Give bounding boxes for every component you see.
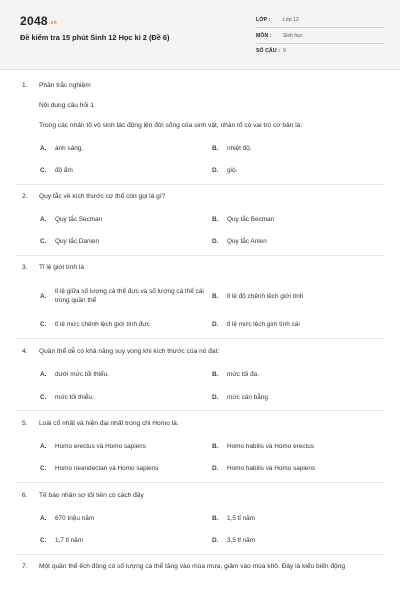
question-text: Trong các nhân tố vô sinh tác động lên đời sống của sinh vật, nhân tố có vai trò cơ bản là: (39, 122, 303, 129)
meta-count (256, 48, 286, 54)
option-text: độ ẩm (55, 167, 73, 174)
option-text: dưới mức tối thiểu. (55, 371, 109, 378)
option-letter: B. (212, 216, 219, 223)
question-text: Nội dung câu hỏi 1 (39, 102, 94, 109)
option-text: mức tối thiểu. (55, 394, 94, 401)
question-number: 5. (22, 420, 28, 427)
meta-value: Lớp 12 (283, 17, 299, 23)
exam-title: Đề kiểm tra 15 phút Sinh 12 Học kì 2 (Đề 6) (20, 33, 170, 42)
meta-label: MÔN : (256, 33, 272, 39)
question-divider (16, 184, 384, 185)
site-logo[interactable] (20, 14, 57, 28)
exam-header (0, 0, 400, 70)
meta-subject (256, 33, 302, 39)
option-text: Quy tắc Anlen (227, 238, 267, 245)
option-letter: D. (212, 537, 219, 544)
meta-label: SỐ CÂU : (256, 48, 281, 54)
question-number: 7. (22, 563, 28, 570)
question-number: 3. (22, 264, 28, 271)
option-text: Homo habilis và Homo erectus (227, 443, 315, 450)
question-divider (16, 338, 384, 339)
option-letter: B. (212, 293, 219, 300)
option-text: ánh sáng. (55, 145, 84, 152)
question-text: Loài cổ nhất và hiện đại nhất trong chi Homo là: (39, 420, 179, 427)
option-letter: B. (212, 371, 219, 378)
question-number: 6. (22, 492, 28, 499)
option-text: 3,5 tỉ năm (227, 537, 256, 544)
question-text: Tế bào nhân sơ tối tiên có cách đây (39, 492, 144, 499)
option-letter: B. (212, 443, 219, 450)
question-divider (16, 554, 384, 555)
question-number: 2. (22, 193, 28, 200)
option-letter: A. (40, 515, 47, 522)
question-text: Quy tắc về kích thước cơ thể còn gọi là gì? (39, 193, 166, 200)
question-number: 4. (22, 348, 28, 355)
option-text: Homo neandectan và Homo sapiens (55, 465, 159, 472)
option-letter: C. (40, 321, 47, 328)
meta-class (256, 17, 299, 23)
option-text: tỉ lệ mức chênh lệch giới tính đực (55, 321, 150, 328)
meta-divider (256, 43, 384, 44)
option-text: 670 triệu năm (55, 515, 95, 522)
question-divider (16, 255, 384, 256)
option-letter: A. (40, 293, 47, 300)
option-letter: A. (40, 216, 47, 223)
option-text: nhiệt độ. (227, 145, 252, 152)
option-letter: C. (40, 167, 47, 174)
meta-value: 9 (283, 48, 286, 54)
option-letter: D. (212, 238, 219, 245)
question-text: Quần thể dễ có khả năng suy vong khi kích thước của nó đạt: (39, 348, 220, 355)
option-letter: D. (212, 465, 219, 472)
question-divider (16, 410, 384, 411)
option-text: Quy tắc Becman (227, 216, 275, 223)
option-text: Homo habilis và Homo sapiens (227, 465, 316, 472)
option-text: Quy tắc Secman (55, 216, 103, 223)
question-divider (16, 482, 384, 483)
option-text: 1,7 tỉ năm (55, 537, 84, 544)
question-number: 1. (22, 82, 28, 89)
logo-suffix: .vn (48, 20, 58, 26)
meta-value: Sinh học (283, 33, 303, 39)
option-letter: B. (212, 145, 219, 152)
option-letter: C. (40, 238, 47, 245)
option-letter: C. (40, 394, 47, 401)
option-letter: A. (40, 443, 47, 450)
option-text: Quy tắc Danien (55, 238, 100, 245)
question-text: Một quần thể ếch đồng có số lượng cá thể tăng vào mùa mưa, giảm vào mùa khô. Đây là kiểu biến động (39, 563, 346, 570)
meta-label: LỚP : (256, 17, 271, 23)
option-text: tỉ lệ giữa số lượng cá thể đực và số lượng cá thể cái trong quần thể (55, 288, 204, 304)
option-letter: B. (212, 515, 219, 522)
option-text: mức tối đa. (227, 371, 259, 378)
option-text: tỉ lệ mức lệch giới tính cái (227, 321, 300, 328)
option-text: gió. (227, 167, 238, 174)
option-letter: D. (212, 167, 219, 174)
option-text: mức cân bằng (227, 394, 268, 401)
option-letter: C. (40, 537, 47, 544)
option-text: tỉ lệ độ chênh lệch giới tính (227, 293, 304, 300)
question-text: Tỉ lệ giới tính là (39, 264, 85, 271)
meta-divider (256, 27, 384, 28)
option-letter: A. (40, 371, 47, 378)
option-text: Homo erectus và Homo sapiens (55, 443, 146, 450)
option-letter: A. (40, 145, 47, 152)
option-letter: D. (212, 394, 219, 401)
question-text: Phần trắc nghiệm (39, 82, 91, 89)
option-letter: D. (212, 321, 219, 328)
option-letter: C. (40, 465, 47, 472)
logo-text: 2048 (20, 14, 48, 28)
option-text: 1,5 tỉ năm (227, 515, 256, 522)
